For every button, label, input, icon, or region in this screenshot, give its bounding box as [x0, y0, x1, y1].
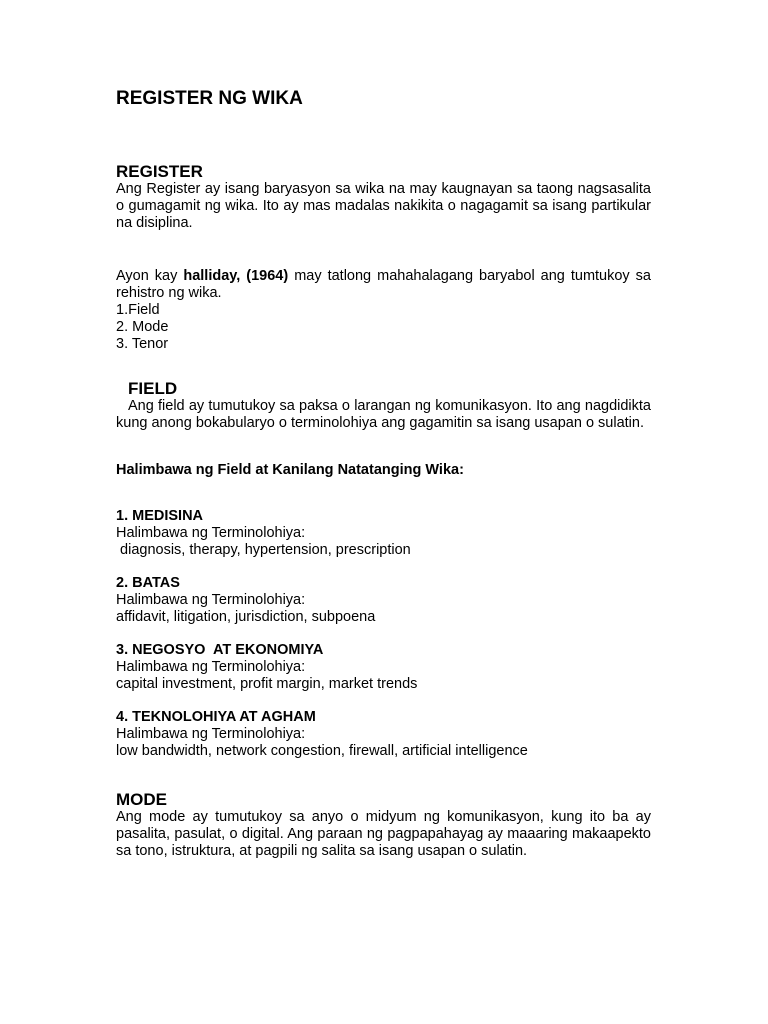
examples-heading: Halimbawa ng Field at Kanilang Natatanging Wika: [116, 462, 464, 478]
example-terms: capital investment, profit margin, market trends [116, 676, 418, 692]
example-batas [116, 575, 651, 626]
example-teknolohiya [116, 709, 651, 760]
example-title: 1. MEDISINA [116, 508, 204, 524]
example-negosyo [116, 642, 651, 693]
halliday-suffix: may tatlong mahahalagang baryabol ang tumtukoy sa rehistro ng wika. [116, 268, 651, 301]
document-title: REGISTER NG WIKA [116, 88, 303, 109]
halliday-citation: halliday, (1964) [183, 268, 289, 284]
register-paragraph: Ang Register ay isang baryasyon sa wika na may kaugnayan sa taong nagsasalita o gumagamit ng wika. Ito ay mas madalas nakikita o nagagamit sa isang partikular na disiplina. [116, 181, 651, 231]
field-paragraph: Ang field ay tumutukoy sa paksa o larangan ng komunikasyon. Ito ang nagdidikta kung anong bokabularyo o terminolohiya ang gagamitin sa isang usapan o sulatin. [116, 398, 651, 431]
variable-item-tenor: 3. Tenor [116, 336, 169, 352]
example-terms: affidavit, litigation, jurisdiction, subpoena [116, 609, 376, 625]
example-title: 4. TEKNOLOHIYA AT AGHAM [116, 709, 316, 725]
field-heading: FIELD [128, 379, 178, 398]
register-heading: REGISTER [116, 162, 203, 181]
variable-item-field: 1.Field [116, 302, 160, 318]
example-medisina [116, 508, 651, 559]
example-title: 2. BATAS [116, 575, 180, 591]
example-label: Halimbawa ng Terminolohiya: [116, 726, 306, 742]
document-body [116, 88, 651, 860]
example-label: Halimbawa ng Terminolohiya: [116, 659, 306, 675]
mode-paragraph: Ang mode ay tumutukoy sa anyo o midyum ng komunikasyon, kung ito ba ay pasalita, pasulat, o digital. Ang paraan ng pagpapahayag ay maaaring makaapekto sa tono, istruktura, at pagpili ng salita sa isang usapan o sulatin. [116, 809, 651, 859]
example-title: 3. NEGOSYO AT EKONOMIYA [116, 642, 324, 658]
example-label: Halimbawa ng Terminolohiya: [116, 525, 306, 541]
mode-heading: MODE [116, 790, 167, 809]
example-terms: diagnosis, therapy, hypertension, prescription [116, 542, 411, 558]
variable-item-mode: 2. Mode [116, 319, 169, 335]
example-label: Halimbawa ng Terminolohiya: [116, 592, 306, 608]
halliday-prefix: Ayon kay [116, 268, 184, 284]
example-terms: low bandwidth, network congestion, firewall, artificial intelligence [116, 743, 528, 759]
halliday-paragraph [116, 268, 651, 302]
